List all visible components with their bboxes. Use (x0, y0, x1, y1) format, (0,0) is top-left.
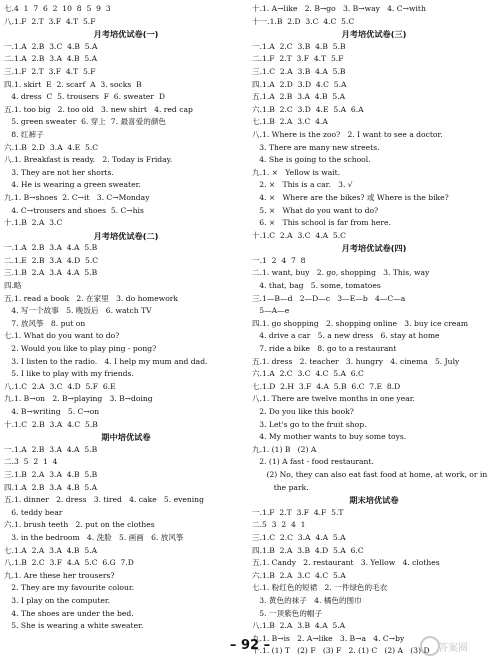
answer-line: 七.1. 粉红色的短裙 2. 一件绿色的毛衣 (252, 583, 388, 593)
answer-line: 3. I listen to the radio. 4. I help my mum and dad. (4, 356, 208, 366)
answer-line: 三.1.B 2.A 3.A 4.A 5.B (4, 268, 98, 278)
answer-line: 4. dress C 5. trousers F 6. sweater D (4, 92, 165, 102)
answer-line: 4. × Where are the bikes? 或 Where is the bike? (252, 192, 449, 202)
answer-line: 4. C→trousers and shoes 5. C→his (4, 205, 144, 215)
answer-line: 六.1.B 2.D 3.A 4.E 5.C (4, 142, 99, 152)
answer-line: 一.1.A 2.C 3.B 4.B 5.B (252, 41, 346, 51)
answer-line: 八.1. There are twelve months in one year. (252, 394, 415, 404)
answer-line: 二.1.E 2.B 3.A 4.D 5.C (4, 255, 99, 265)
answer-line: 三.1.F 2.T 3.F 4.T 5.F (4, 66, 96, 76)
answer-line: 4. 写一个故事 5. 晚饭后 6. watch TV (4, 306, 152, 316)
answer-line: 4. that, bag 5. some, tomatoes (252, 281, 381, 291)
watermark-logo (418, 632, 496, 660)
answer-line: 二.1.A 2.B 3.A 4.B 5.A (4, 54, 98, 64)
answer-line: 一.1.A 2.B 3.A 4.A 5.B (4, 444, 98, 454)
answer-line: 九.1. Are these her trousers? (4, 570, 115, 580)
answer-line: 4. My mother wants to buy some toys. (252, 432, 407, 442)
answer-line: 三.1.B 2.A 3.A 4.B 5.B (4, 469, 98, 479)
watermark-text: 答案圈 (438, 643, 468, 654)
answer-line: 4. She is going to the school. (252, 155, 371, 165)
answer-line: 二.3 5 2 1 4 (4, 457, 58, 467)
answer-line: 4. B→writing 5. C→on (4, 407, 100, 416)
answer-line: 3. 黄色的袜子 4. 橘色的围巾 (252, 595, 362, 605)
answer-line: 5. green sweater 6. 穿上 7. 最喜爱的颜色 (4, 117, 167, 127)
answer-line: 3. Let's go to the fruit shop. (252, 419, 367, 429)
answer-line: 4. drive a car 5. a new dress 6. stay at home (252, 331, 440, 341)
answer-line: 十.1.B 2.A 3.C (4, 218, 63, 228)
answer-line: 四.1. skirt E 2. scarf A 3. socks B (4, 79, 142, 89)
answer-line: 六.1.B 2.A 3.C 4.C 5.A (252, 570, 346, 580)
answer-line: 十.1. (1) T (2) F (3) F 2. (1) C (2) A (3) D (252, 646, 430, 656)
answer-line: 四.1. go shopping 2. shopping online 3. buy ice cream (252, 318, 469, 328)
answer-line: 7. 放风筝 8. put on (4, 318, 86, 328)
answer-line: 3. in the bedroom 4. 洗脸 5. 画画 6. 放风筝 (4, 532, 184, 542)
answer-line: 三.1.C 2.A 3.B 4.A 5.B (252, 66, 346, 76)
answer-line: 九.1. B→on 2. B→playing 3. B→doing (4, 394, 153, 404)
answer-line: 十.1.C 2.B 3.A 4.C 5.B (4, 419, 98, 429)
page-number: – 92 – (229, 638, 271, 653)
answer-line: 一.1.A 2.B 3.A 4.A 5.B (4, 243, 98, 253)
answer-line: 四.1.A 2.B 3.A 4.B 5.A (4, 482, 98, 492)
answer-line: 3. I play on the computer. (4, 595, 111, 605)
answer-line: 三.1—B—d 2—D—c 3—E—b 4—C—a (252, 293, 406, 303)
answer-line: 八.1. Where is the zoo? 2. I want to see a doctor. (252, 129, 443, 139)
answer-line: 二.1. want, buy 2. go, shopping 3. This, way (252, 268, 430, 278)
answer-line: 二.5 3 2 4 1 (252, 520, 306, 530)
section-heading: 月考培优试卷(四) (341, 243, 407, 254)
answer-line: 九.1. B→shoes 2. C→it 3. C→Monday (4, 192, 150, 202)
section-heading: 月考培优试卷(一) (93, 29, 159, 40)
answer-line: 八.1.B 2.A 3.B 4.A 5.A (252, 621, 346, 631)
answer-line: 一.1.A 2.B 3.C 4.B 5.A (4, 41, 98, 51)
answer-line: 六.1.B 2.C 3.D 4.E 5.A 6.A (252, 104, 364, 114)
answer-line: 二.1.F 2.T 3.F 4.T 5.F (252, 54, 344, 64)
answer-line: the park. (252, 482, 309, 492)
answer-line: 六.1. brush teeth 2. put on the clothes (4, 520, 155, 530)
answer-line: 七.1.B 2.A 3.C 4.A (252, 117, 328, 127)
answer-line: 五.1. dinner 2. dress 3. tired 4. cake 5. evening (4, 495, 204, 505)
answer-line: 五.1. read a book 2. 在家里 3. do homework (4, 293, 179, 303)
section-heading: 期末培优试卷 (349, 495, 399, 506)
answer-line: 5. I like to play with my friends. (4, 369, 134, 379)
answer-line: 2. They are my favourite colour. (4, 583, 135, 593)
answer-line: 4. The shoes are under the bed. (4, 608, 134, 618)
answer-line: 四.1.B 2.A 3.B 4.D 5.A 6.C (252, 545, 364, 555)
watermark-ring-icon (420, 636, 440, 656)
answer-line: 6. teddy bear (4, 507, 63, 517)
answer-line: 4. He is wearing a green sweater. (4, 180, 141, 190)
answer-line: 十.1. A→like 2. B→go 3. B→way 4. C→with (252, 4, 426, 13)
answer-line: 2. Do you like this book? (252, 407, 354, 416)
answer-line: 8. 红裤子 (4, 129, 44, 139)
answer-line: 八.1.F 2.T 3.F 4.T 5.F (4, 16, 96, 26)
answer-line: 五.1. Candy 2. restaurant 3. Yellow 4. clothes (252, 558, 440, 568)
answer-line: 七.1. What do you want to do? (4, 331, 120, 341)
answer-line: 3. There are many new streets. (252, 142, 380, 152)
answer-line: 5. She is wearing a white sweater. (4, 621, 144, 631)
answer-line: 2. Would you like to play ping - pong? (4, 344, 157, 354)
answer-line: 八.1. Breakfast is ready. 2. Today is Friday. (4, 155, 173, 165)
answer-line: 一.1.F 2.T 3.F 4.F 5.T (252, 507, 344, 517)
answer-line: 五.1. too big 2. too old 3. new shirt 4. red cap (4, 104, 193, 114)
answer-line: (2) No, they can also eat fast food at home, at work, or in (252, 469, 488, 479)
answer-line: 九.1. B→is 2. A→like 3. B→a 4. C→by (252, 633, 405, 643)
answer-line: 五.1. dress 2. teacher 3. hungry 4. cinema 5. July (252, 356, 460, 366)
answer-line: 八.1.B 2.C 3.F 4.A 5.C 6.G 7.D (4, 558, 134, 568)
answer-line: 十.1.C 2.A 3.C 4.A 5.C (252, 230, 346, 240)
answer-line: 五.1.A 2.B 3.A 4.B 5.A (252, 92, 346, 102)
answer-line: 5. 一顶紫色的帽子 (252, 608, 323, 618)
answer-line: 四.略 (4, 281, 22, 291)
answer-line: 5—A—e (252, 306, 290, 316)
answer-line: 十一.1.B 2.D 3.C 4.C 5.C (252, 16, 355, 26)
answer-line: 5. × What do you want to do? (252, 205, 379, 215)
answer-line: 四.1.A 2.D 3.D 4.C 5.A (252, 79, 347, 89)
answer-line: 六.1.A 2.C 3.C 4.C 5.A 6.C (252, 369, 364, 379)
answer-line: 九.1. × Yellow is wait. (252, 167, 341, 177)
section-heading: 月考培优试卷(二) (93, 230, 159, 241)
answer-line: 七.1.D 2.H 3.F 4.A 5.B 6.C 7.E 8.D (252, 381, 401, 391)
answer-line: 三.1.C 2.C 3.A 4.A 5.A (252, 532, 346, 542)
answer-line: 七.1.A 2.A 3.A 4.B 5.A (4, 545, 98, 555)
answer-line: 九.1. (1) B (2) A (252, 444, 317, 454)
answer-line: 2. × This is a car. 3. √ (252, 180, 353, 190)
answer-line: 7. ride a bike 8. go to a restaurant (252, 344, 397, 354)
answer-column-right (252, 3, 496, 658)
answer-line: 八.1.C 2.A 3.C 4.D 5.F 6.E (4, 381, 116, 391)
section-heading: 期中培优试卷 (101, 432, 151, 443)
answer-line: 一.1 2 4 7 8 (252, 255, 306, 265)
answer-column-left (4, 3, 248, 633)
answer-line: 2. (1) A fast - food restaurant. (252, 457, 374, 467)
answer-line: 七.4 1 7 6 2 10 8 5 9 3 (4, 4, 111, 13)
answer-line: 6. × This school is far from here. (252, 218, 391, 228)
answer-line: 3. They are not her shorts. (4, 167, 114, 177)
section-heading: 月考培优试卷(三) (341, 29, 407, 40)
